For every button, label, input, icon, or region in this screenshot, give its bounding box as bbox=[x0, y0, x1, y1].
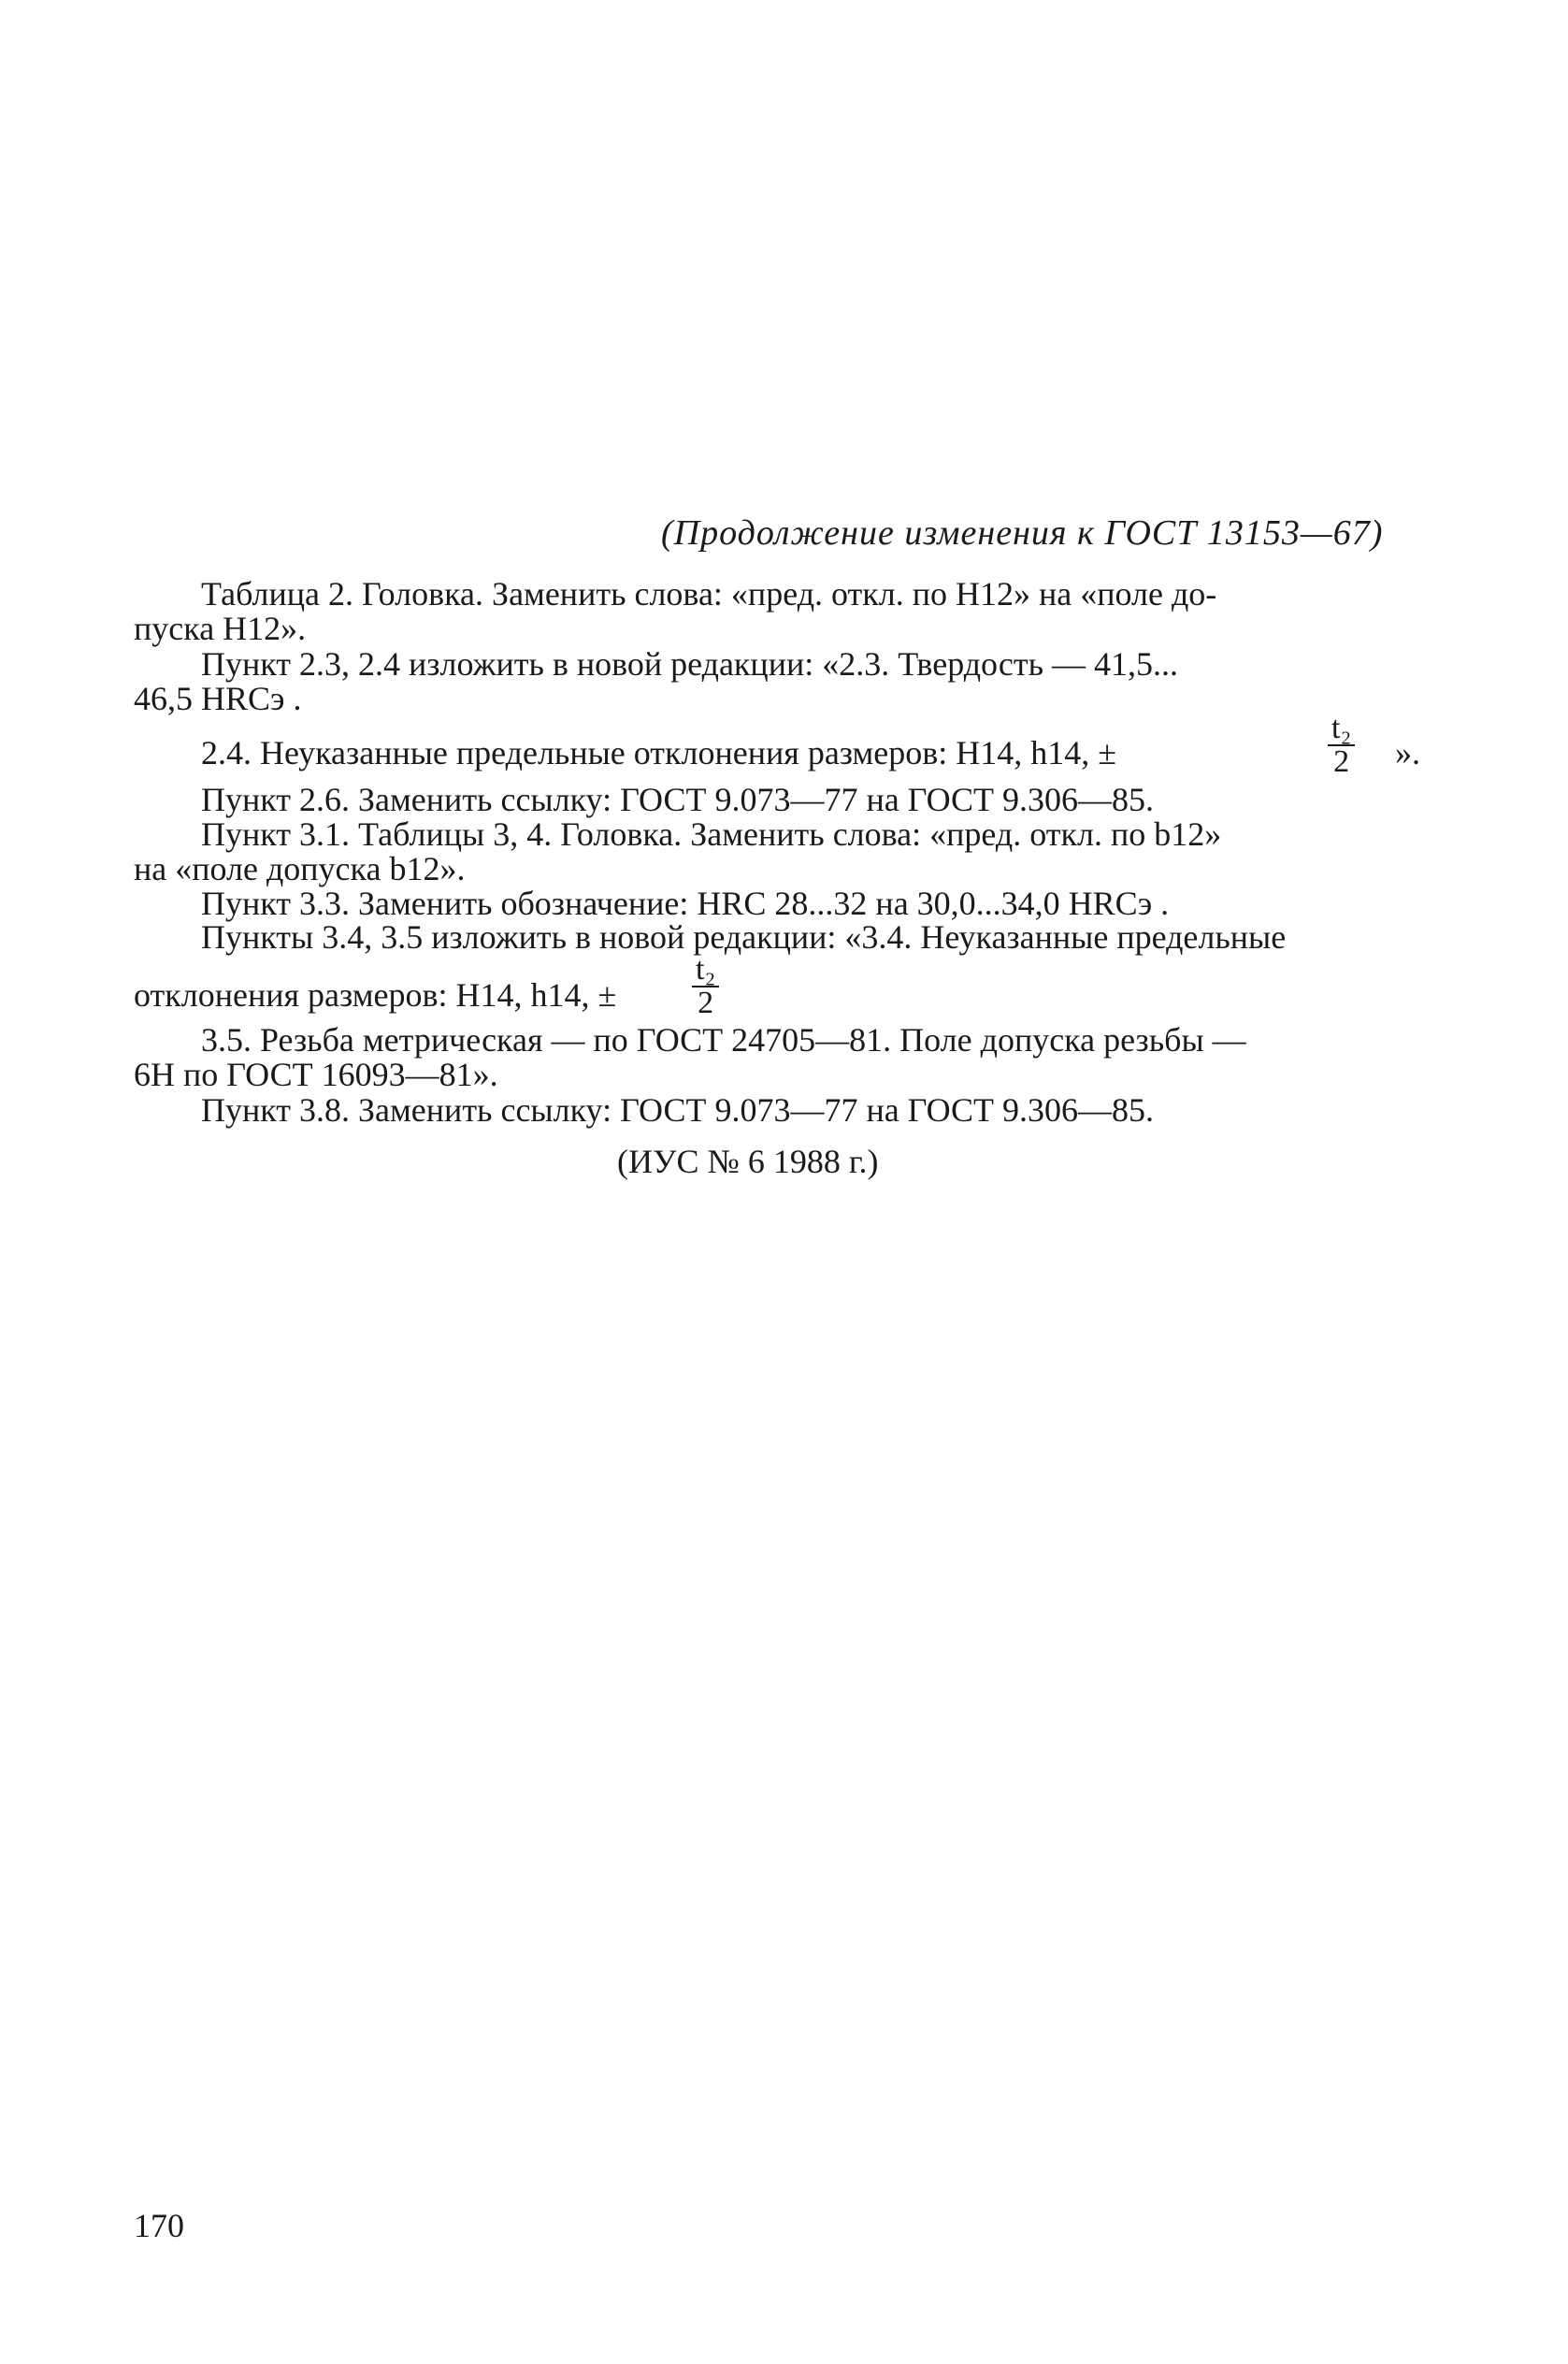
text-line-clause-2-4: 2.4. Неуказанные предельные отклонения размеров: Н14, h14, ± bbox=[201, 734, 1117, 771]
text-line-table2: Таблица 2. Головка. Заменить слова: «пред. откл. по Н12» на «поле до- bbox=[201, 575, 1217, 613]
text-line-clause-2-3-cont: 46,5 HRCэ . bbox=[134, 680, 302, 717]
text-line-clause-2-4-end: ». bbox=[1395, 734, 1420, 771]
text-line-clause-3-5: 3.5. Резьба метрическая — по ГОСТ 24705—81. Поле допуска резьбы — bbox=[201, 1021, 1246, 1059]
text-line-clause-3-5-cont: 6Н по ГОСТ 16093—81». bbox=[134, 1056, 498, 1093]
text-line-clause-3-4-cont: отклонения размеров: Н14, h14, ± bbox=[134, 976, 617, 1014]
text-line-clause-3-1: Пункт 3.1. Таблицы 3, 4. Головка. Заменить слова: «пред. откл. по b12» bbox=[201, 815, 1222, 853]
text-line-clause-2-3: Пункт 2.3, 2.4 изложить в новой редакции: «2.3. Твердость — 41,5... bbox=[201, 645, 1179, 683]
ius-reference: (ИУС № 6 1988 г.) bbox=[617, 1143, 879, 1180]
text-line-clause-2-6: Пункт 2.6. Заменить ссылку: ГОСТ 9.073—77 на ГОСТ 9.306—85. bbox=[201, 781, 1155, 818]
fraction-t2-over-2 bbox=[692, 954, 719, 1019]
fraction-numerator: t₂ bbox=[692, 954, 719, 987]
text-line-clause-3-4: Пункты 3.4, 3.5 изложить в новой редакции: «3.4. Неуказанные предельные bbox=[201, 918, 1287, 956]
fraction-denominator: 2 bbox=[1333, 744, 1350, 779]
text-line-clause-3-1-cont: на «поле допуска b12». bbox=[134, 850, 466, 887]
continuation-header: (Продолжение изменения к ГОСТ 13153—67) bbox=[661, 513, 1384, 553]
fraction-t2-over-2 bbox=[1328, 713, 1355, 778]
fraction-denominator: 2 bbox=[698, 986, 714, 1020]
text-line-clause-3-8: Пункт 3.8. Заменить ссылку: ГОСТ 9.073—77 на ГОСТ 9.306—85. bbox=[201, 1091, 1155, 1129]
page-number: 170 bbox=[134, 2207, 184, 2244]
text-line-table2-cont: пуска Н12». bbox=[134, 610, 307, 647]
text-line-clause-3-3: Пункт 3.3. Заменить обозначение: HRC 28...32 на 30,0...34,0 HRCэ . bbox=[201, 885, 1170, 922]
fraction-numerator: t₂ bbox=[1328, 713, 1355, 746]
